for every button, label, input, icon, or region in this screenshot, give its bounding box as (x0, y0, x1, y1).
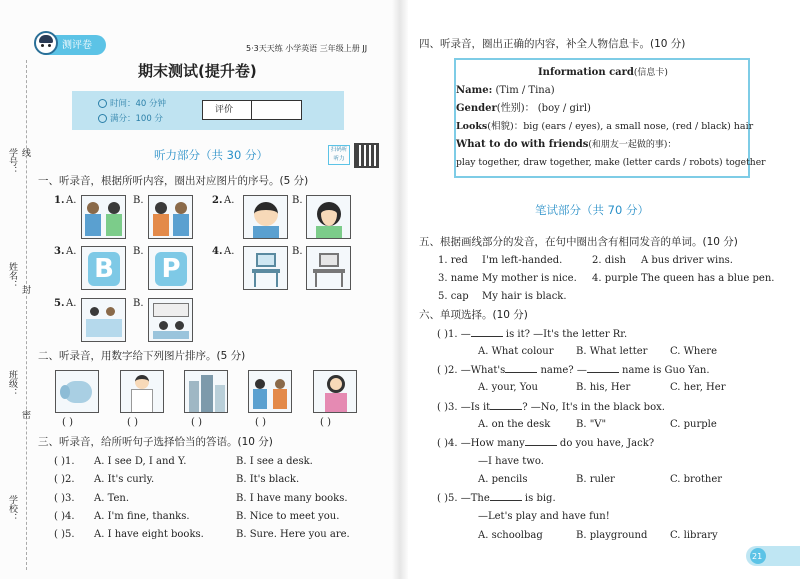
writing-section-title: 笔试部分（共 70 分） (535, 203, 649, 217)
seal-char-feng: 封 (20, 285, 30, 294)
q2-picture-2-doctor (120, 370, 164, 413)
mascot-icon (34, 31, 58, 55)
q2-picture-4-kids (248, 370, 292, 413)
q6-item5-option-a: A. schoolbag (478, 530, 543, 541)
q2-answer-3[interactable]: ( ) (191, 417, 202, 428)
q3-item4-number[interactable]: ( )4. (54, 511, 75, 522)
q6-item1-option-a: A. What colour (478, 346, 554, 357)
qr-label: 扫码听听力 (330, 147, 348, 162)
q4-title: 四、听录音，圈出正确的内容，补全人物信息卡。(10 分) (419, 38, 686, 50)
q2-answer-4[interactable]: ( ) (255, 417, 266, 428)
q1-item2-a-picture[interactable] (243, 195, 288, 239)
info-card-title: Information card(信息卡) (538, 67, 668, 78)
seal-char-xian: 线 (20, 148, 30, 157)
q1-item3-a-picture[interactable]: B (81, 246, 126, 290)
q3-item4-option-a: A. I'm fine, thanks. (94, 511, 190, 522)
q1-item5-number: 5. (54, 298, 65, 309)
q2-title: 二、听录音，用数字给下列图片排序。(5 分) (38, 350, 246, 362)
q6-item3-option-c: C. purple (670, 419, 717, 430)
qr-code-icon[interactable] (354, 143, 379, 168)
school-label: 学校： (7, 495, 17, 522)
q3-item4-option-b: B. Nice to meet you. (236, 511, 340, 522)
q1-item3-a-label: A. (66, 246, 77, 257)
q1-item2-b-picture[interactable] (306, 195, 351, 239)
q3-item5-option-b: B. Sure. Here you are. (236, 529, 350, 540)
q6-item1-option-b: B. What letter (576, 346, 648, 357)
q5-item1-sentence[interactable]: I'm left-handed. (482, 255, 563, 266)
class-label: 班级： (7, 370, 17, 397)
score-info: 满分：100 分 (110, 114, 163, 124)
info-card-gender-line: Gender(性别)： (boy / girl) (456, 103, 591, 114)
q3-item1-number[interactable]: ( )1. (54, 456, 75, 467)
q6-item4-option-c: C. brother (670, 474, 723, 485)
q6-item4-option-b: B. ruler (576, 474, 615, 485)
q1-item1-a-picture[interactable] (81, 195, 126, 239)
q1-item4-a-picture[interactable] (243, 246, 288, 290)
q5-item4-word: 4. purple (592, 273, 638, 284)
q2-picture-5-girl (313, 370, 357, 413)
q5-item3-sentence[interactable]: My mother is nice. (482, 273, 577, 284)
q5-item1-word: 1. red (438, 255, 468, 266)
q1-item5-b-picture[interactable] (148, 298, 193, 342)
page-title: 期末测试(提升卷) (138, 62, 257, 80)
q1-item1-b-picture[interactable] (148, 195, 193, 239)
q1-item4-a-label: A. (224, 246, 235, 257)
q5-item2-sentence[interactable]: A bus driver wins. (641, 255, 733, 266)
q5-item2-word: 2. dish (592, 255, 626, 266)
q1-item2-a-label: A. (224, 195, 235, 206)
name-label: 姓名： (7, 262, 17, 289)
q3-item2-option-a: A. It's curly. (94, 474, 155, 485)
q6-item5-reply: —Let's play and have fun! (478, 511, 610, 522)
clock-icon (98, 99, 107, 108)
q1-item4-b-picture[interactable] (306, 246, 351, 290)
info-card-activity-line: What to do with friends(和朋友一起做的事)： (456, 139, 677, 150)
q1-item1-b-label: B. (133, 195, 144, 206)
q3-title: 三、听录音，给所听句子选择恰当的答语。(10 分) (38, 436, 273, 448)
q5-item5-sentence[interactable]: My hair is black. (482, 291, 567, 302)
q6-item2-option-a: A. your, You (478, 382, 538, 393)
q1-item3-number: 3. (54, 246, 65, 257)
q1-item5-a-picture[interactable] (81, 298, 126, 342)
q1-title: 一、听录音，根据所听内容，圈出对应图片的序号。(5 分) (38, 175, 309, 187)
seal-char-mi: 密 (20, 410, 30, 419)
page-number: 21 (752, 552, 763, 561)
q3-item5-number[interactable]: ( )5. (54, 529, 75, 540)
header-info: 5·3天天练 小学英语 三年级上册 JJ (246, 44, 368, 53)
q1-item5-a-label: A. (66, 298, 77, 309)
q1-item2-b-label: B. (292, 195, 303, 206)
q1-item1-a-label: A. (66, 195, 77, 206)
info-card-name-line: Name: (Tim / Tina) (456, 85, 555, 96)
q2-picture-3-buildings (184, 370, 228, 413)
q3-item3-option-a: A. Ten. (94, 493, 130, 504)
q6-item2-option-b: B. his, Her (576, 382, 631, 393)
q6-title: 六、单项选择。(10 分) (419, 309, 528, 321)
q2-answer-2[interactable]: ( ) (127, 417, 138, 428)
q6-item1-number[interactable]: ( )1. — is it? —It's the letter Rr. (437, 329, 628, 340)
q6-item2-number[interactable]: ( )2. —What's name? — name is Guo Yan. (437, 365, 710, 376)
q2-answer-1[interactable]: ( ) (62, 417, 73, 428)
student-number-label: 学号： (7, 148, 17, 175)
q1-item4-number: 4. (212, 246, 223, 257)
header-badge-label: 测评卷 (62, 40, 92, 51)
listening-section-title: 听力部分（共 30 分） (154, 148, 268, 162)
q1-item5-b-label: B. (133, 298, 144, 309)
time-info: 时间：40 分钟 (110, 99, 167, 109)
q6-item1-option-c: C. Where (670, 346, 717, 357)
q6-item4-option-a: A. pencils (478, 474, 528, 485)
q6-item5-number[interactable]: ( )5. —The is big. (437, 493, 556, 504)
q6-item3-number[interactable]: ( )3. —Is it ? —No, It's in the black box. (437, 402, 665, 413)
q6-item5-option-b: B. playground (576, 530, 648, 541)
binding-line (26, 60, 27, 570)
info-card-activity-options: play together, draw together, make (letter cards / robots) together (456, 157, 766, 168)
q2-picture-1-elephant (55, 370, 99, 413)
q5-item5-word: 5. cap (438, 291, 469, 302)
q1-item2-number: 2. (212, 195, 223, 206)
q3-item3-option-b: B. I have many books. (236, 493, 348, 504)
q1-item1-number: 1. (54, 195, 65, 206)
q2-answer-5[interactable]: ( ) (320, 417, 331, 428)
info-card-looks-line: Looks(相貌)：big (ears / eyes), a small nose, (red / black) hair (456, 121, 754, 132)
q3-item1-option-b: B. I see a desk. (236, 456, 313, 467)
q5-item4-sentence[interactable]: The queen has a blue pen. (641, 273, 775, 284)
q1-item3-b-label: B. (133, 246, 144, 257)
right-page (400, 0, 800, 579)
q3-item3-number[interactable]: ( )3. (54, 493, 75, 504)
q6-item2-option-c: C. her, Her (670, 382, 726, 393)
q6-item4-reply: —I have two. (478, 456, 544, 467)
q3-item2-number[interactable]: ( )2. (54, 474, 75, 485)
score-icon (98, 114, 107, 123)
eval-label: 评价 (215, 105, 234, 115)
q5-item3-word: 3. name (438, 273, 479, 284)
q1-item4-b-label: B. (292, 246, 303, 257)
q6-item4-number[interactable]: ( )4. —How many do you have, Jack? (437, 438, 655, 449)
q3-item5-option-a: A. I have eight books. (94, 529, 204, 540)
q6-item5-option-c: C. library (670, 530, 718, 541)
q5-title: 五、根据画线部分的发音，在句中圈出含有相同发音的单词。(10 分) (419, 236, 738, 248)
q6-item3-option-a: A. on the desk (478, 419, 551, 430)
q3-item1-option-a: A. I see D, I and Y. (94, 456, 187, 467)
q6-item3-option-b: B. "V" (576, 419, 607, 430)
q1-item3-b-picture[interactable]: P (148, 246, 193, 290)
q3-item2-option-b: B. It's black. (236, 474, 300, 485)
